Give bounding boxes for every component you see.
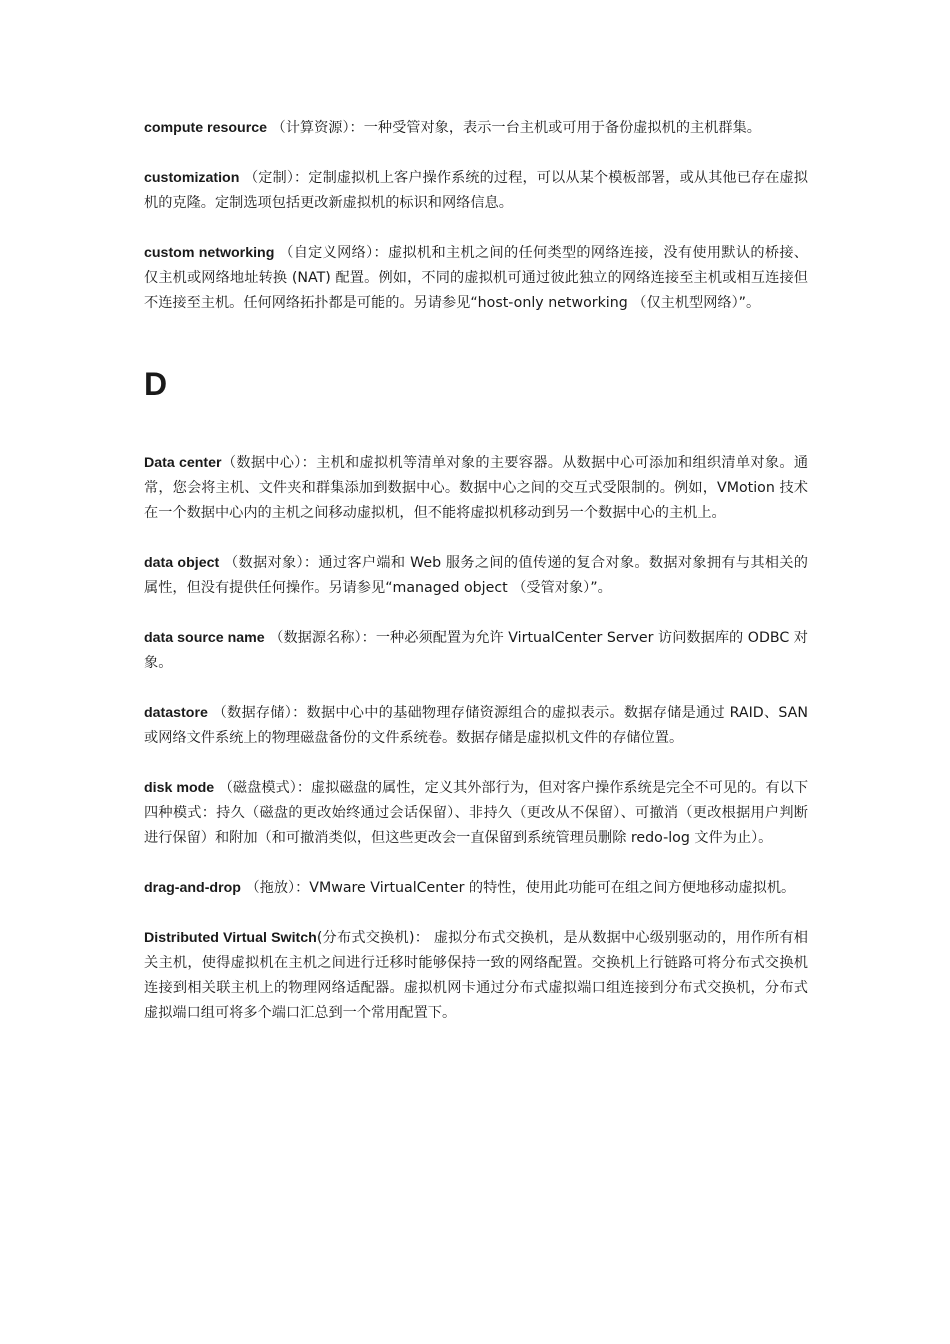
- glossary-entry-data-object: [144, 551, 808, 601]
- glossary-entry-data-source-name: [144, 626, 808, 676]
- entry-term: drag-and-drop: [144, 880, 241, 896]
- entry-term: custom networking: [144, 245, 275, 261]
- entry-term: customization: [144, 170, 240, 186]
- entry-definition: （定制）：定制虚拟机上客户操作系统的过程，可以从某个模板部署，或从其他已存在虚拟机的克隆。定制选项包括更改新虚拟机的标识和网络信息。: [144, 170, 808, 211]
- glossary-entry-datastore: [144, 701, 808, 751]
- entry-definition: （数据源名称）：一种必须配置为允许 VirtualCenter Server 访问数据库的 ODBC 对象。: [144, 630, 808, 671]
- section-heading: D: [144, 366, 168, 402]
- glossary-entry-drag-and-drop: [144, 876, 808, 901]
- glossary-entry-customization: [144, 166, 808, 216]
- glossary-entry-disk-mode: [144, 776, 808, 851]
- glossary-entry-custom-networking: [144, 241, 808, 316]
- entry-term: data object: [144, 555, 220, 571]
- entry-definition: (分布式交换机)： 虚拟分布式交换机，是从数据中心级别驱动的，用作所有相关主机，使得虚拟机在主机之间进行迁移时能够保持一致的网络配置。交换机上行链路可将分布式交换机连接到相关联主机上的物理网络适配器。虚拟机网卡通过分布式虚拟端口组连接到分布式交换机，分布式虚拟端口组可将多个端口汇总到一个常用配置下。: [144, 930, 808, 1021]
- entry-term: datastore: [144, 705, 208, 721]
- glossary-entry-data-center: [144, 451, 808, 526]
- entry-term: Distributed Virtual Switch: [144, 930, 317, 946]
- entry-definition: （数据对象）：通过客户端和 Web 服务之间的值传递的复合对象。数据对象拥有与其相关的属性，但没有提供任何操作。另请参见“managed object （受管对象）”。: [144, 555, 808, 596]
- entry-term: data source name: [144, 630, 265, 646]
- entry-term: Data center: [144, 455, 222, 471]
- entry-definition: （计算资源）：一种受管对象，表示一台主机或可用于备份虚拟机的主机群集。: [271, 120, 761, 136]
- glossary-entry-compute-resource: [144, 116, 808, 141]
- glossary-entry-distributed-virtual-switch: [144, 926, 808, 1026]
- entry-definition: （数据存储）：数据中心中的基础物理存储资源组合的虚拟表示。数据存储是通过 RAID、SAN或网络文件系统上的物理磁盘备份的文件系统卷。数据存储是虚拟机文件的存储位置。: [144, 705, 808, 746]
- entry-definition: （数据中心）：主机和虚拟机等清单对象的主要容器。从数据中心可添加和组织清单对象。通常，您会将主机、文件夹和群集添加到数据中心。数据中心之间的交互式受限制的。例如，VMotion 技术在一个数据中心内的主机之间移动虚拟机，但不能将虚拟机移动到另一个数据中心的主机上。: [144, 455, 809, 521]
- entry-definition: （磁盘模式）：虚拟磁盘的属性，定义其外部行为，但对客户操作系统是完全不可见的。有以下四种模式：持久（磁盘的更改始终通过会话保留）、非持久（更改从不保留）、可撤消（更改根据用户判断进行保留）和附加（和可撤消类似，但这些更改会一直保留到系统管理员删除 redo-log 文件为止）。: [144, 780, 809, 846]
- entry-term: compute resource: [144, 120, 267, 136]
- glossary-page: [144, 116, 808, 1026]
- entry-definition: （拖放）：VMware VirtualCenter 的特性，使用此功能可在组之间方便地移动虚拟机。: [245, 880, 796, 896]
- entry-term: disk mode: [144, 780, 215, 796]
- entry-definition: （自定义网络）：虚拟机和主机之间的任何类型的网络连接，没有使用默认的桥接、仅主机或网络地址转换 (NAT) 配置。例如，不同的虚拟机可通过彼此独立的网络连接至主机或相互连接但不连接至主机。任何网络拓扑都是可能的。另请参见“host-only networking （仅主机型网络）”。: [144, 245, 808, 311]
